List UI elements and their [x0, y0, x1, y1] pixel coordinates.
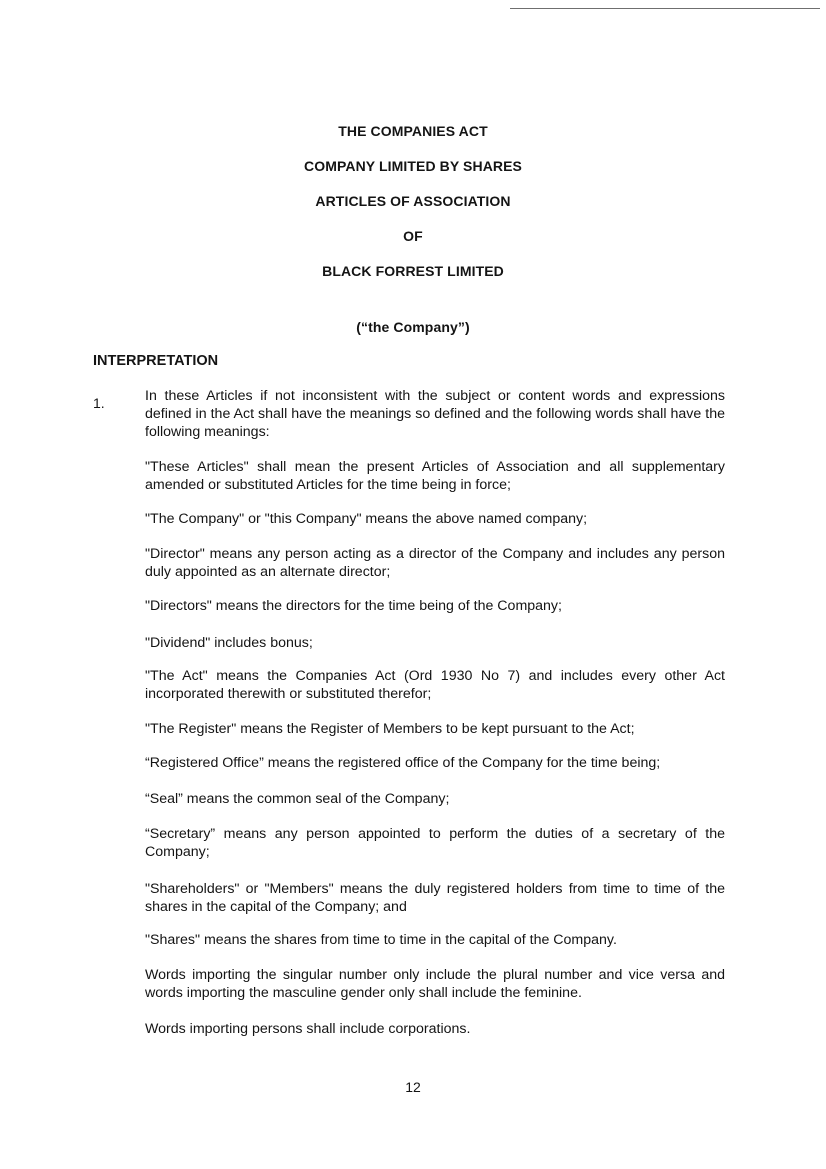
paragraph-registered-office: “Registered Office” means the registered office of the Company for the time being; — [145, 755, 661, 771]
paragraph-dividend: "Dividend" includes bonus; — [145, 635, 313, 651]
title-companies-act: THE COMPANIES ACT — [338, 123, 488, 139]
paragraph-these-articles: "These Articles" shall mean the present Articles of Association and all supplementary amended or substituted Articles for the time being in force; — [145, 459, 725, 493]
paragraph-directors: "Directors" means the directors for the time being of the Company; — [145, 598, 562, 614]
paragraph-seal: “Seal” means the common seal of the Company; — [145, 791, 450, 807]
title-company-name: BLACK FORREST LIMITED — [322, 263, 504, 279]
paragraph-the-act: "The Act" means the Companies Act (Ord 1930 No 7) and includes every other Act incorporated therewith or substituted therefor; — [145, 668, 725, 702]
paragraph-shareholders: "Shareholders" or "Members" means the duly registered holders from time to time of the shares in the capital of the Company; and — [145, 881, 725, 915]
paragraph-persons: Words importing persons shall include corporations. — [145, 1021, 471, 1037]
section-heading-interpretation: INTERPRETATION — [93, 353, 219, 369]
paragraph-singular-plural: Words importing the singular number only include the plural number and vice versa and words importing the masculine gender only shall include the feminine. — [145, 967, 725, 1001]
paragraph-intro: In these Articles if not inconsistent with the subject or content words and expressions defined in the Act shall have the meanings so defined and the following words shall have the following meanings: — [145, 388, 725, 440]
paragraph-secretary: “Secretary” means any person appointed to perform the duties of a secretary of the Company; — [145, 826, 725, 860]
clause-number: 1. — [93, 395, 105, 411]
page-number: 12 — [405, 1079, 421, 1095]
paragraph-director: "Director" means any person acting as a director of the Company and includes any person duly appointed as an alternate director; — [145, 546, 725, 580]
title-of: OF — [403, 228, 423, 244]
paragraph-shares: "Shares" means the shares from time to time in the capital of the Company. — [145, 932, 617, 948]
paragraph-the-company: "The Company" or "this Company" means the above named company; — [145, 511, 588, 527]
paragraph-the-register: "The Register" means the Register of Members to be kept pursuant to the Act; — [145, 721, 635, 737]
title-the-company: (“the Company”) — [356, 319, 470, 335]
scan-edge-line — [510, 8, 820, 9]
title-articles: ARTICLES OF ASSOCIATION — [315, 193, 511, 209]
title-company-type: COMPANY LIMITED BY SHARES — [304, 158, 522, 174]
